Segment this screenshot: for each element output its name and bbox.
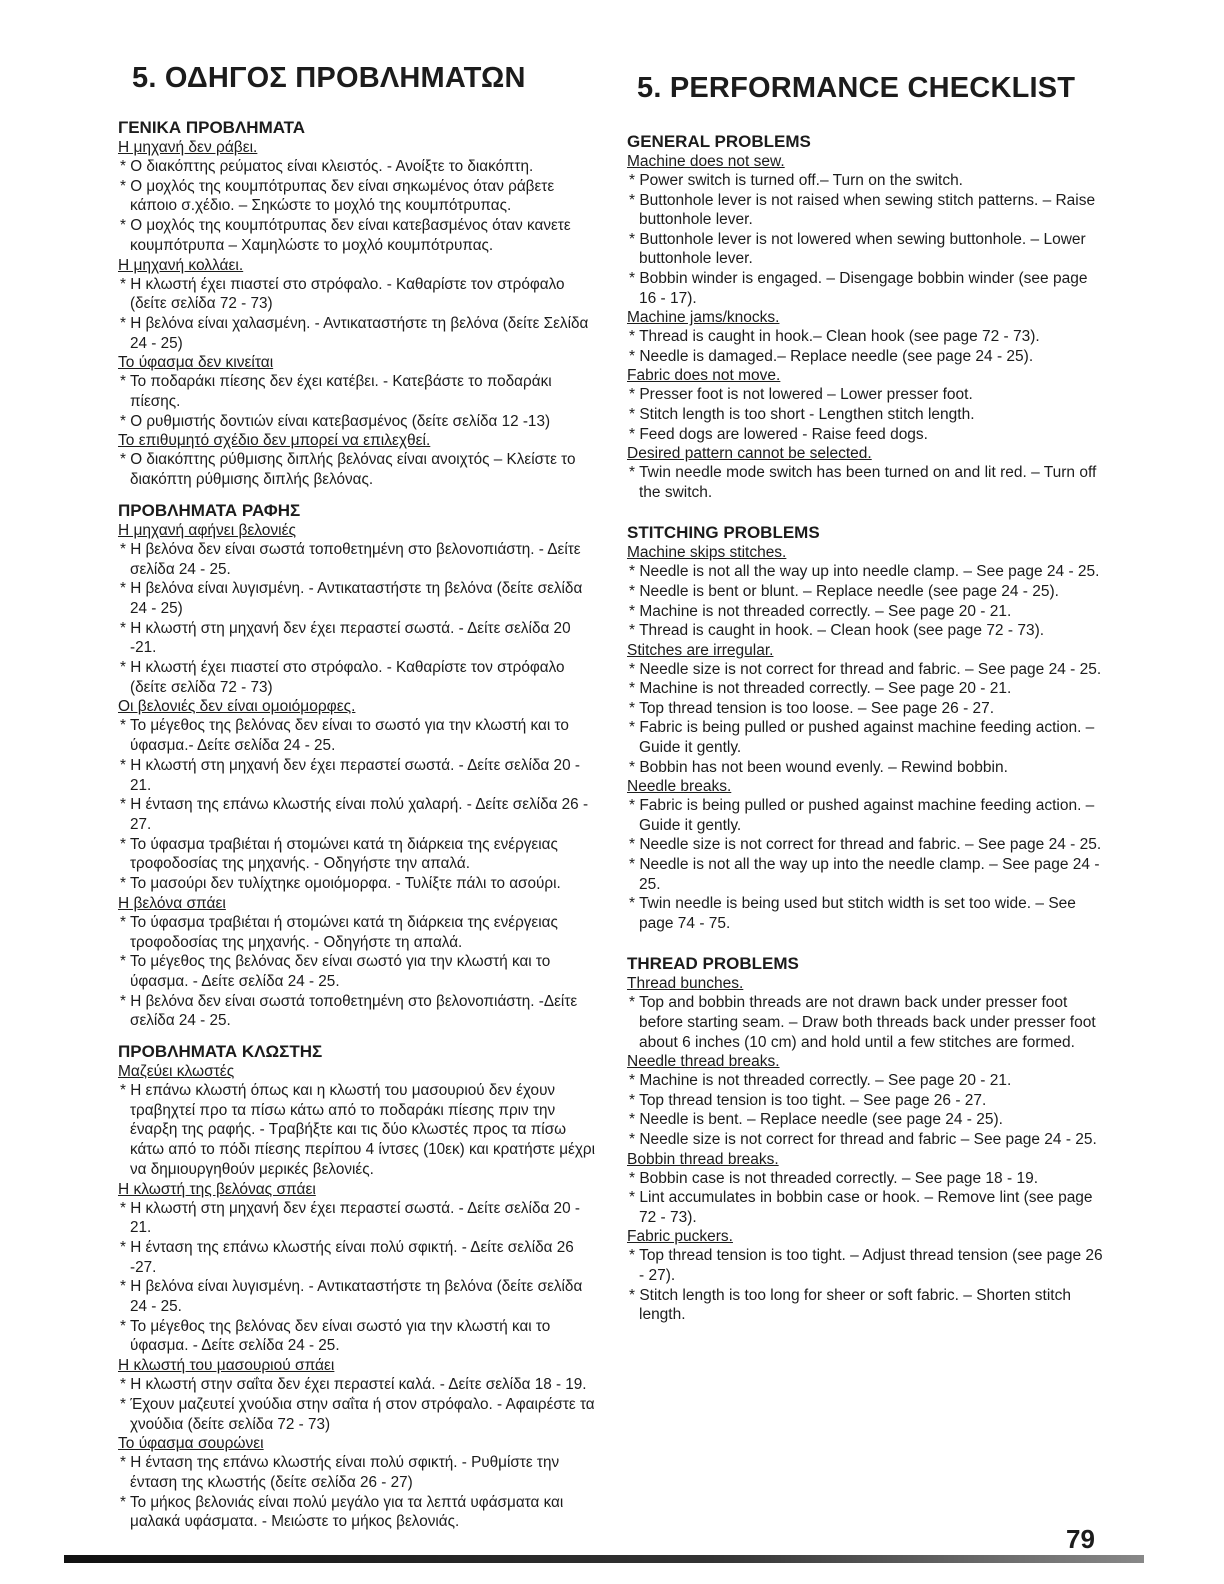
problem-subheading: Μαζεύει κλωστές — [118, 1063, 235, 1081]
list-item: * Η κλωστή στην σαΐτα δεν έχει περαστεί καλά. - Δείτε σελίδα 18 - 19. — [118, 1375, 596, 1395]
list-item: * Η βελόνα δεν είναι σωστά τοποθετημένη στο βελονοπιάστη. -Δείτε σελίδα 24 - 25. — [118, 992, 596, 1031]
list-item: * Η βελόνα δεν είναι σωστά τοποθετημένη στο βελονοπιάστη. - Δείτε σελίδα 24 - 25. — [118, 540, 596, 579]
list-item: * Buttonhole lever is not lowered when sewing buttonhole. – Lower buttonhole lever. — [627, 230, 1107, 269]
list-item: * Top and bobbin threads are not drawn back under presser foot before starting seam. – Draw both threads back under presser foot about 6 inches (10 cm) and hold until a few stitches are formed. — [627, 993, 1107, 1052]
list-item: * Needle size is not correct for thread and fabric. – See page 24 - 25. — [627, 835, 1107, 855]
problem-subheading: Το επιθυμητό σχέδιο δεν μπορεί να επιλεχθεί. — [118, 432, 431, 450]
bottom-rule — [64, 1555, 1144, 1563]
list-item: * Bobbin case is not threaded correctly. – See page 18 - 19. — [627, 1169, 1107, 1189]
list-item: * Το ποδαράκι πίεσης δεν έχει κατέβει. - Κατεβάστε το ποδαράκι πίεσης. — [118, 372, 596, 411]
list-item: * Needle is bent or blunt. – Replace needle (see page 24 - 25). — [627, 582, 1107, 602]
section-heading: ΠΡΟΒΛΗΜΑΤΑ ΡΑΦΗΣ — [118, 500, 301, 520]
list-item: * Twin needle is being used but stitch width is set too wide. – See page 74 - 75. — [627, 894, 1107, 933]
section-heading: STITCHING PROBLEMS — [627, 523, 820, 543]
greek-section — [118, 1041, 596, 1532]
list-item: * Το μέγεθος της βελόνας δεν είναι σωστό για την κλωστή και το ύφασμα. - Δείτε σελίδα 24 - 25. — [118, 1317, 596, 1356]
problem-subheading: Needle breaks. — [627, 778, 732, 796]
problem-subheading: Stitches are irregular. — [627, 641, 774, 659]
problem-subheading: Needle thread breaks. — [627, 1053, 780, 1071]
list-item: * Η κλωστή έχει πιαστεί στο στρόφαλο. - Καθαρίστε τον στρόφαλο (δείτε σελίδα 72 - 73) — [118, 275, 596, 314]
list-item: * Ο μοχλός της κουμπότρυπας δεν είναι σηκωμένος όταν ράβετε κάποιο σ.χέδιο. – Σηκώστε το μοχλό της κουμπότρυπας. — [118, 177, 596, 216]
list-item: * Top thread tension is too loose. – See page 26 - 27. — [627, 699, 1107, 719]
list-item: * Machine is not threaded correctly. – See page 20 - 21. — [627, 1071, 1107, 1091]
greek-column — [118, 62, 596, 1532]
list-item: * Fabric is being pulled or pushed against machine feeding action. – Guide it gently. — [627, 796, 1107, 835]
list-item: * Η ένταση της επάνω κλωστής είναι πολύ χαλαρή. - Δείτε σελίδα 26 - 27. — [118, 795, 596, 834]
greek-section — [118, 117, 596, 490]
problem-subheading: Η κλωστή της βελόνας σπάει — [118, 1180, 316, 1198]
problem-subheading: Machine jams/knocks. — [627, 309, 780, 327]
list-item: * Fabric is being pulled or pushed against machine feeding action. – Guide it gently. — [627, 718, 1107, 757]
list-item: * Feed dogs are lowered - Raise feed dogs. — [627, 425, 1107, 445]
list-item: * Stitch length is too short - Lengthen stitch length. — [627, 405, 1107, 425]
list-item: * Ο μοχλός της κουμπότρυπας δεν είναι κατεβασμένος όταν κανετε κουμπότρυπα – Χαμηλώστε το μοχλό κουμπότρυπας. — [118, 216, 596, 255]
list-item: * Η ένταση της επάνω κλωστής είναι πολύ σφικτή. - Δείτε σελίδα 26 -27. — [118, 1238, 596, 1277]
problem-subheading: Η βελόνα σπάει — [118, 894, 226, 912]
list-item: * Needle is not all the way up into needle clamp. – See page 24 - 25. — [627, 562, 1107, 582]
list-item: * Η βελόνα είναι χαλασμένη. - Αντικαταστήστε τη βελόνα (δείτε Σελίδα 24 - 25) — [118, 314, 596, 353]
list-item: * Ο διακόπτης ρεύματος είναι κλειστός. - Ανοίξτε το διακόπτη. — [118, 157, 596, 177]
problem-subheading: Η κλωστή του μασουριού σπάει — [118, 1357, 335, 1375]
greek-sections — [118, 117, 596, 1532]
section-heading: GENERAL PROBLEMS — [627, 132, 811, 151]
list-item: * Η ένταση της επάνω κλωστής είναι πολύ σφικτή. - Ρυθμίστε την ένταση της κλωστής (δείτε σελίδα 26 - 27) — [118, 1453, 596, 1492]
list-item: * Twin needle mode switch has been turned on and lit red. – Turn off the switch. — [627, 463, 1107, 502]
list-item: * Presser foot is not lowered – Lower presser foot. — [627, 385, 1107, 405]
list-item: * Bobbin has not been wound evenly. – Rewind bobbin. — [627, 758, 1107, 778]
list-item: * Needle is not all the way up into the needle clamp. – See page 24 - 25. — [627, 855, 1107, 894]
problem-subheading: Bobbin thread breaks. — [627, 1150, 779, 1168]
page-number: 79 — [1066, 1524, 1095, 1554]
list-item: * Bobbin winder is engaged. – Disengage bobbin winder (see page 16 - 17). — [627, 269, 1107, 308]
problem-subheading: Thread bunches. — [627, 975, 744, 993]
list-item: * Stitch length is too long for sheer or soft fabric. – Shorten stitch length. — [627, 1286, 1107, 1325]
problem-subheading: Οι βελονιές δεν είναι ομοιόμορφες. — [118, 698, 356, 716]
list-item: * Το μασούρι δεν τυλίχτηκε ομοιόμορφα. - Τυλίξτε πάλι το ασούρι. — [118, 874, 596, 894]
english-section — [627, 522, 1107, 933]
english-column — [627, 62, 1107, 1325]
english-sections — [627, 131, 1107, 1325]
list-item: * Needle size is not correct for thread and fabric. – See page 24 - 25. — [627, 660, 1107, 680]
problem-subheading: Machine does not sew. — [627, 153, 785, 170]
problem-subheading: Το ύφασμα σουρώνει — [118, 1435, 264, 1453]
list-item: * Το ύφασμα τραβιέται ή στομώνει κατά τη διάρκεια της ενέργειας τροφοδοσίας της μηχανής. - Οδηγήστε τη απαλά. — [118, 913, 596, 952]
english-title: 5. PERFORMANCE CHECKLIST — [637, 72, 1076, 104]
english-section — [627, 131, 1107, 502]
problem-subheading: Fabric puckers. — [627, 1228, 733, 1246]
list-item: * Thread is caught in hook. – Clean hook (see page 72 - 73). — [627, 621, 1107, 641]
list-item: * Το ύφασμα τραβιέται ή στομώνει κατά τη διάρκεια της ενέργειας τροφοδοσίας της μηχανής. - Οδηγήστε την απαλά. — [118, 835, 596, 874]
list-item: * Needle size is not correct for thread and fabric – See page 24 - 25. — [627, 1130, 1107, 1150]
list-item: * Needle is bent. – Replace needle (see page 24 - 25). — [627, 1110, 1107, 1130]
section-heading: ΓΕΝΙΚΑ ΠΡΟΒΛΗΜΑΤΑ — [118, 118, 305, 137]
problem-subheading: Desired pattern cannot be selected. — [627, 445, 872, 463]
list-item: * Το μέγεθος της βελόνας δεν είναι σωστό για την κλωστή και το ύφασμα. - Δείτε σελίδα 24 - 25. — [118, 952, 596, 991]
list-item: * Η κλωστή έχει πιαστεί στο στρόφαλο. - Καθαρίστε τον στρόφαλο (δείτε σελίδα 72 - 73) — [118, 658, 596, 697]
list-item: * Έχουν μαζευτεί χνούδια στην σαΐτα ή στον στρόφαλο. - Αφαιρέστε τα χνούδια (δείτε σελίδα 72 - 73) — [118, 1395, 596, 1434]
list-item: * Needle is damaged.– Replace needle (see page 24 - 25). — [627, 347, 1107, 367]
problem-subheading: Η μηχανή αφήνει βελονιές — [118, 521, 296, 539]
list-item: * Ο ρυθμιστής δοντιών είναι κατεβασμένος (δείτε σελίδα 12 -13) — [118, 412, 596, 432]
section-heading: ΠΡΟΒΛΗΜΑΤΑ ΚΛΩΣΤΗΣ — [118, 1042, 323, 1062]
list-item: * Thread is caught in hook.– Clean hook (see page 72 - 73). — [627, 327, 1107, 347]
list-item: * Η κλωστή στη μηχανή δεν έχει περαστεί σωστά. - Δείτε σελίδα 20 -21. — [118, 619, 596, 658]
list-item: * Lint accumulates in bobbin case or hook. – Remove lint (see page 72 - 73). — [627, 1188, 1107, 1227]
list-item: * Η βελόνα είναι λυγισμένη. - Αντικαταστήστε τη βελόνα (δείτε σελίδα 24 - 25) — [118, 579, 596, 618]
list-item: * Power switch is turned off.– Turn on the switch. — [627, 171, 1107, 191]
problem-subheading: Το ύφασμα δεν κινείται — [118, 354, 274, 372]
problem-subheading: Η μηχανή δεν ράβει. — [118, 139, 258, 156]
list-item: * Buttonhole lever is not raised when sewing stitch patterns. – Raise buttonhole lever. — [627, 191, 1107, 230]
list-item: * Machine is not threaded correctly. – See page 20 - 21. — [627, 602, 1107, 622]
list-item: * Η κλωστή στη μηχανή δεν έχει περαστεί σωστά. - Δείτε σελίδα 20 - 21. — [118, 1199, 596, 1238]
list-item: * Η βελόνα είναι λυγισμένη. - Αντικαταστήστε τη βελόνα (δείτε σελίδα 24 - 25. — [118, 1277, 596, 1316]
greek-section — [118, 500, 596, 1031]
list-item: * Το μέγεθος της βελόνας δεν είναι το σωστό για την κλωστή και το ύφασμα.- Δείτε σελίδα 24 - 25. — [118, 716, 596, 755]
greek-title: 5. ΟΔΗΓΟΣ ΠΡΟΒΛΗΜΑΤΩΝ — [132, 62, 526, 94]
list-item: * Το μήκος βελονιάς είναι πολύ μεγάλο για τα λεπτά υφάσματα και μαλακά υφάσματα. - Μειώστε το μήκος βελονιάς. — [118, 1493, 596, 1532]
list-item: * Top thread tension is too tight. – See page 26 - 27. — [627, 1091, 1107, 1111]
problem-subheading: Fabric does not move. — [627, 367, 781, 385]
problem-subheading: Machine skips stitches. — [627, 544, 787, 562]
list-item: * Machine is not threaded correctly. – See page 20 - 21. — [627, 679, 1107, 699]
problem-subheading: Η μηχανή κολλάει. — [118, 256, 244, 274]
list-item: * Ο διακόπτης ρύθμισης διπλής βελόνας είναι ανοιχτός – Κλείστε το διακόπτη ρύθμισης διπλής βελόνας. — [118, 450, 596, 489]
list-item: * Η επάνω κλωστή όπως και η κλωστή του μασουριού δεν έχουν τραβηχτεί προ τα πίσω κάτω από το ποδαράκι πίεσης πριν την έναρξη της ραφής. - Τραβήξτε και τις δύο κλωστές προς τα πίσω κάτω από το πόδι πίεσης περίπου 4 ίντσες (10εκ) και κρατήστε μέχρι να δημιουργηθούν μερικές βελονιές. — [118, 1081, 596, 1180]
english-section — [627, 953, 1107, 1324]
section-heading: THREAD PROBLEMS — [627, 954, 799, 974]
list-item: * Top thread tension is too tight. – Adjust thread tension (see page 26 - 27). — [627, 1246, 1107, 1285]
list-item: * Η κλωστή στη μηχανή δεν έχει περαστεί σωστά. - Δείτε σελίδα 20 - 21. — [118, 756, 596, 795]
